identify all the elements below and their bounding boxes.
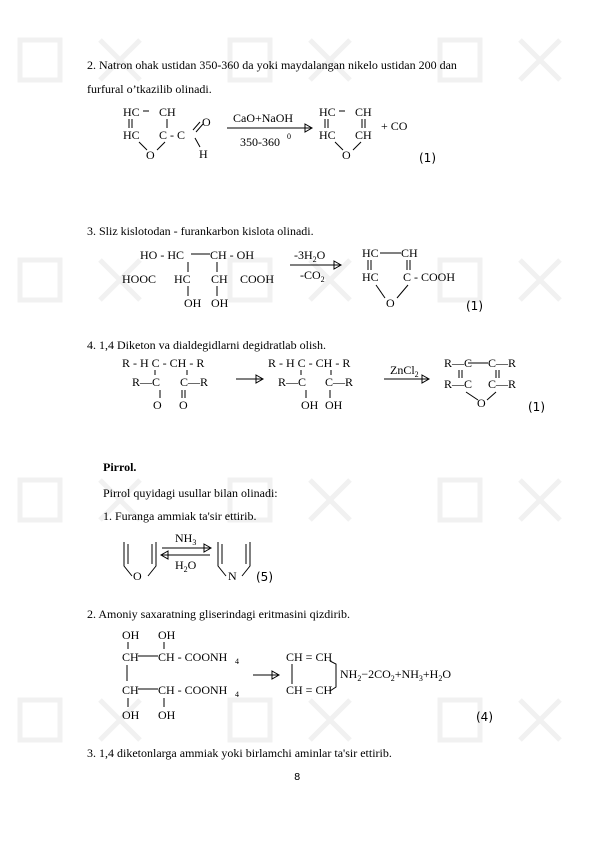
svg-text:C—R: C—R bbox=[488, 356, 517, 370]
page-number: 8 bbox=[294, 772, 301, 783]
svg-text:HC: HC bbox=[174, 272, 191, 286]
reaction-2-condition: $-CO_2$ bbox=[300, 268, 325, 284]
pirrol-method-2: 2. Amoniy saxaratning gliserindagi eritmasini qizdirib. bbox=[87, 607, 350, 621]
svg-text:HC: HC bbox=[123, 128, 140, 142]
svg-text:CH: CH bbox=[355, 128, 372, 142]
svg-text:O: O bbox=[386, 296, 395, 310]
svg-text:C—R: C—R bbox=[180, 375, 209, 389]
svg-text:CH = CH: CH = CH bbox=[286, 650, 333, 664]
svg-text:H: H bbox=[199, 147, 208, 161]
pirrol-heading: Pirrol. bbox=[103, 460, 137, 474]
svg-text:OH: OH bbox=[301, 398, 319, 412]
svg-text:COOH: COOH bbox=[240, 272, 275, 286]
equation-number-3: (1) bbox=[528, 400, 545, 414]
svg-text:O: O bbox=[153, 398, 162, 412]
svg-text:CH = CH: CH = CH bbox=[286, 683, 333, 697]
paragraph-3: 3. Sliz kislotodan - furankarbon kislota olinadi. bbox=[87, 224, 314, 238]
equation-number-1: (1) bbox=[419, 151, 436, 165]
paragraph-2-line1: 2. Natron ohak ustidan 350-360 da yoki maydalangan nikelo ustidan 200 dan bbox=[87, 58, 457, 72]
svg-text:CH - OH: CH - OH bbox=[210, 248, 254, 262]
pirrol-intro: Pirrol quyidagi usullar bilan olinadi: bbox=[103, 486, 278, 500]
reaction-1-byproduct: + CO bbox=[381, 119, 408, 133]
reaction-3-scheme bbox=[118, 355, 533, 413]
reaction-1-scheme bbox=[115, 102, 445, 164]
svg-text:O: O bbox=[342, 148, 351, 162]
reaction-5-scheme bbox=[118, 627, 488, 722]
svg-text:OH: OH bbox=[325, 398, 343, 412]
svg-text:C - C: C - C bbox=[159, 128, 186, 142]
svg-text:R—C: R—C bbox=[444, 377, 473, 391]
svg-text:HO - HC: HO - HC bbox=[140, 248, 184, 262]
equation-number-2: (1) bbox=[466, 299, 483, 313]
svg-text:R - H C - CH - R: R - H C - CH - R bbox=[268, 356, 351, 370]
paragraph-2-line2: furfural o’tkazilib olinadi. bbox=[87, 82, 212, 96]
svg-text:HC: HC bbox=[319, 105, 336, 119]
pirrol-method-3: 3. 1,4 diketonlarga ammiak yoki birlamchi aminlar ta'sir ettirib. bbox=[87, 746, 392, 760]
svg-text:OH: OH bbox=[184, 296, 202, 310]
svg-text:R—C: R—C bbox=[278, 375, 307, 389]
equation-number-4: (5) bbox=[256, 570, 273, 584]
svg-text:CH: CH bbox=[355, 105, 372, 119]
svg-text:C—R: C—R bbox=[325, 375, 354, 389]
reaction-2-reagent: $-3H_2O$ bbox=[294, 248, 326, 264]
reaction-2-scheme bbox=[118, 245, 468, 313]
svg-text:OH: OH bbox=[158, 708, 176, 722]
reaction-4-top: $NH_3$ bbox=[175, 531, 197, 547]
svg-text:4: 4 bbox=[235, 657, 239, 666]
svg-text:O: O bbox=[146, 148, 155, 162]
svg-text:R—C: R—C bbox=[444, 356, 473, 370]
svg-text:N: N bbox=[228, 569, 237, 583]
svg-text:4: 4 bbox=[235, 690, 239, 699]
svg-text:HC: HC bbox=[362, 270, 379, 284]
svg-text:CH: CH bbox=[401, 246, 418, 260]
svg-text:O: O bbox=[133, 569, 142, 583]
svg-text:R—C: R—C bbox=[132, 375, 161, 389]
reaction-1-reagent: CaO+NaOH bbox=[233, 111, 294, 125]
svg-text:CH: CH bbox=[211, 272, 228, 286]
svg-text:O: O bbox=[179, 398, 188, 412]
svg-text:0: 0 bbox=[287, 132, 291, 141]
paragraph-4: 4. 1,4 Diketon va dialdegidlarni degidratlab olish. bbox=[87, 338, 326, 352]
reaction-3-reagent: ZnCl$_2$ bbox=[390, 363, 419, 379]
svg-text:O: O bbox=[477, 396, 486, 410]
reaction-4-bottom: $H_2O$ bbox=[175, 558, 197, 574]
svg-text:OH: OH bbox=[122, 708, 140, 722]
svg-text:O: O bbox=[202, 115, 211, 129]
svg-text:HOOC: HOOC bbox=[122, 272, 157, 286]
svg-text:HC: HC bbox=[319, 128, 336, 142]
svg-text:C - COOH: C - COOH bbox=[403, 270, 456, 284]
svg-text:HC: HC bbox=[362, 246, 379, 260]
pirrol-method-1: 1. Furanga ammiak ta'sir ettirib. bbox=[103, 509, 257, 523]
svg-text:CH: CH bbox=[122, 650, 139, 664]
svg-text:CH - COONH: CH - COONH bbox=[158, 683, 228, 697]
svg-text:R - H C - CH - R: R - H C - CH - R bbox=[122, 356, 205, 370]
svg-text:OH: OH bbox=[158, 628, 176, 642]
reaction-1-condition: 350-360 bbox=[240, 135, 280, 149]
svg-text:OH: OH bbox=[122, 628, 140, 642]
svg-text:C—R: C—R bbox=[488, 377, 517, 391]
svg-text:HC: HC bbox=[123, 105, 140, 119]
equation-number-5: (4) bbox=[476, 710, 493, 724]
svg-text:CH: CH bbox=[159, 105, 176, 119]
svg-text:CH: CH bbox=[122, 683, 139, 697]
reaction-4-scheme bbox=[118, 528, 258, 584]
svg-text:CH - COONH: CH - COONH bbox=[158, 650, 228, 664]
reaction-5-products: $NH_2-2CO_2+NH_3+H_2O$ bbox=[340, 667, 451, 683]
svg-text:OH: OH bbox=[211, 296, 229, 310]
